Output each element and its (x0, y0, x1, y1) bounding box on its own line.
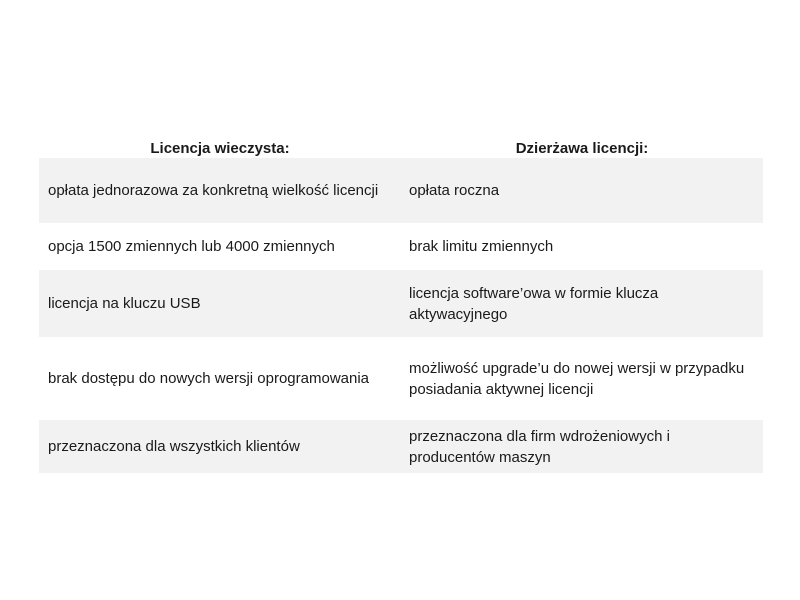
row-cell-lease: opłata roczna (409, 182, 500, 199)
row-cell-perpetual: opłata jednorazowa za konkretną wielkość licencji (48, 182, 379, 199)
table-row (39, 337, 763, 420)
row-cell-perpetual: przeznaczona dla wszystkich klientów (48, 438, 300, 455)
table-row (39, 270, 763, 337)
table-row (39, 158, 763, 223)
row-cell-lease: możliwość upgrade’u do nowej wersji w przypadku posiadania aktywnej licencji (409, 359, 745, 398)
header-license-lease: Dzierżawa licencji: (515, 140, 649, 157)
row-cell-lease: licencja software’owa w formie klucza aktywacyjnego (409, 284, 659, 323)
table-header-row (39, 136, 763, 158)
table-row (39, 223, 763, 270)
row-cell-perpetual: licencja na kluczu USB (48, 295, 201, 312)
row-cell-lease: przeznaczona dla firm wdrożeniowych i producentów maszyn (409, 427, 670, 466)
row-cell-perpetual: opcja 1500 zmiennych lub 4000 zmiennych (48, 238, 335, 255)
table-row (39, 420, 763, 473)
row-cell-perpetual: brak dostępu do nowych wersji oprogramowania (48, 370, 370, 387)
comparison-table (39, 136, 763, 473)
row-cell-lease: brak limitu zmiennych (409, 238, 554, 255)
header-perpetual-license: Licencja wieczysta: (150, 140, 290, 157)
